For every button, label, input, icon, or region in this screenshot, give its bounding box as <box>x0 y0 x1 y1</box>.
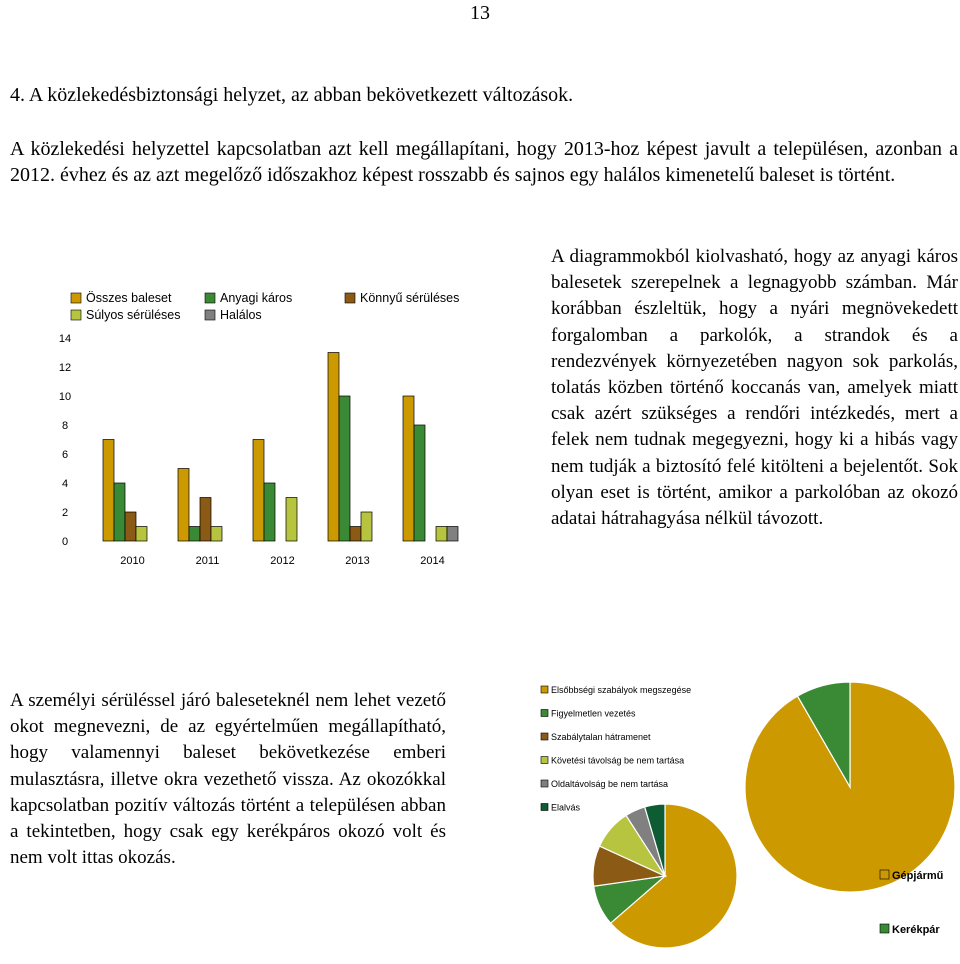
bar-sulyos-seruleses-2011 <box>211 527 222 542</box>
legend-label-kerekpar: Kerékpár <box>892 924 940 936</box>
legend-swatch-oldaltavolsag-be-nem-tartasa <box>541 780 548 787</box>
legend-label-anyagi-karos: Anyagi káros <box>220 291 293 305</box>
legend-label-figyelmetlen-vezetes: Figyelmetlen vezetés <box>551 708 636 719</box>
legend-swatch-konnyu-seruleses <box>345 293 355 303</box>
legend-label-elsobbsegi-szabalyok-megszegese: Elsőbbségi szabályok megszegése <box>551 685 692 695</box>
y-tick-label: 14 <box>58 333 72 345</box>
legend-swatch-gepjarmu <box>880 870 889 879</box>
bar-anyagi-karos-2012 <box>264 483 275 541</box>
legend-swatch-osszes-baleset <box>71 293 81 303</box>
legend-swatch-elalvas <box>541 804 548 811</box>
y-tick-label: 8 <box>61 420 69 432</box>
legend-swatch-sulyos-seruleses <box>71 310 81 320</box>
x-tick-label: 2014 <box>420 555 445 567</box>
x-tick-label: 2010 <box>120 555 145 567</box>
legend-label-konnyu-seruleses: Könnyű sérüléses <box>360 291 460 305</box>
legend-swatch-figyelmetlen-vezetes <box>541 710 548 717</box>
legend-label-elalvas: Elalvás <box>551 802 581 813</box>
legend-label-halalos: Halálos <box>220 308 262 322</box>
legend-swatch-anyagi-karos <box>205 293 215 303</box>
page-number: 13 <box>470 2 490 24</box>
bar-anyagi-karos-2013 <box>339 396 350 541</box>
legend-label-kovetesi-tavolsag-be-nem-tartasa: Követési távolság be nem tartása <box>551 755 685 766</box>
section-heading: 4. A közlekedésbiztonsági helyzet, az abban bekövetkezett változások. <box>10 84 574 106</box>
y-tick-label: 6 <box>61 449 69 461</box>
personal-injury-paragraph: A személyi sérüléssel járó baleseteknél nem lehet vezető okot megnevezni, de az egyértelműen megállapítható, hogy valamennyi baleset bekövetkezése emberi mulasztásra, illetve okra vezethető vissza. Az okozókkal kapcsolatban pozitív változás történt a településen abban a tekintetben, hogy csak egy kerékpáros okozó volt és nem volt ittas okozás. <box>10 690 446 869</box>
bar-halalos-2014 <box>447 527 458 542</box>
bar-konnyu-seruleses-2011 <box>200 498 211 542</box>
legend-label-sulyos-seruleses: Súlyos sérüléses <box>86 308 181 322</box>
intro-paragraph: A közlekedési helyzettel kapcsolatban azt kell megállapítani, hogy 2013-hoz képest javult a településen, azonban a 2012. évhez és az azt megelőző időszakhoz képest rosszabb és sajnos egy halálos kimenetelű baleset is történt. <box>10 138 958 186</box>
x-tick-label: 2012 <box>270 555 295 567</box>
bar-osszes-baleset-2012 <box>253 440 264 542</box>
legend-swatch-szabalytalan-hatramenet <box>541 733 548 740</box>
bar-osszes-baleset-2013 <box>328 353 339 542</box>
y-tick-label: 12 <box>58 362 72 374</box>
bar-anyagi-karos-2014 <box>414 425 425 541</box>
legend-swatch-kovetesi-tavolsag-be-nem-tartasa <box>541 757 548 764</box>
bar-osszes-baleset-2010 <box>103 440 114 542</box>
bar-sulyos-seruleses-2012 <box>286 498 297 542</box>
legend-label-szabalytalan-hatramenet: Szabálytalan hátramenet <box>551 732 651 742</box>
bar-anyagi-karos-2010 <box>114 483 125 541</box>
bar-sulyos-seruleses-2013 <box>361 512 372 541</box>
legend-swatch-elsobbsegi-szabalyok-megszegese <box>541 686 548 693</box>
bar-anyagi-karos-2011 <box>189 527 200 542</box>
culprit-vehicle-pie-chart <box>740 672 960 957</box>
bar-osszes-baleset-2011 <box>178 469 189 542</box>
diagram-explanation-paragraph: A diagrammokból kiolvasható, hogy az anyagi káros balesetek szerepelnek a legnagyobb számban. Már korábban észleltük, hogy a nyári megnövekedett forgalomban a parkolók, a strandok és a rendezvények környezetében nagyon sok parkolás, tolatás közben történő koccanás van, amelyek miatt csak azért szükséges a rendőri intézkedés, mert a felek nem tudnak megegyezni, hogy ki a hibás vagy nem tudják a biztosító felé kitölteni a bejelentőt. Sok olyan eset is történt, amikor a parkolóban az okozó adatai hátrahagyása nélkül távozott. <box>551 246 958 530</box>
y-tick-label: 0 <box>61 536 69 548</box>
bar-konnyu-seruleses-2010 <box>125 512 136 541</box>
x-tick-label: 2013 <box>345 555 370 567</box>
y-tick-label: 2 <box>61 507 69 519</box>
y-tick-label: 10 <box>58 391 72 403</box>
bar-sulyos-seruleses-2014 <box>436 527 447 542</box>
bar-sulyos-seruleses-2010 <box>136 527 147 542</box>
legend-label-oldaltavolsag-be-nem-tartasa: Oldaltávolság be nem tartása <box>551 779 669 789</box>
legend-swatch-kerekpar <box>880 924 889 933</box>
legend-swatch-halalos <box>205 310 215 320</box>
x-tick-label: 2011 <box>195 555 220 567</box>
legend-label-gepjarmu: Gépjármű <box>892 870 944 882</box>
legend-label-osszes-baleset: Összes baleset <box>86 291 172 305</box>
accident-bar-chart <box>55 280 485 580</box>
bar-osszes-baleset-2014 <box>403 396 414 541</box>
y-tick-label: 4 <box>61 478 69 490</box>
bar-konnyu-seruleses-2013 <box>350 527 361 542</box>
